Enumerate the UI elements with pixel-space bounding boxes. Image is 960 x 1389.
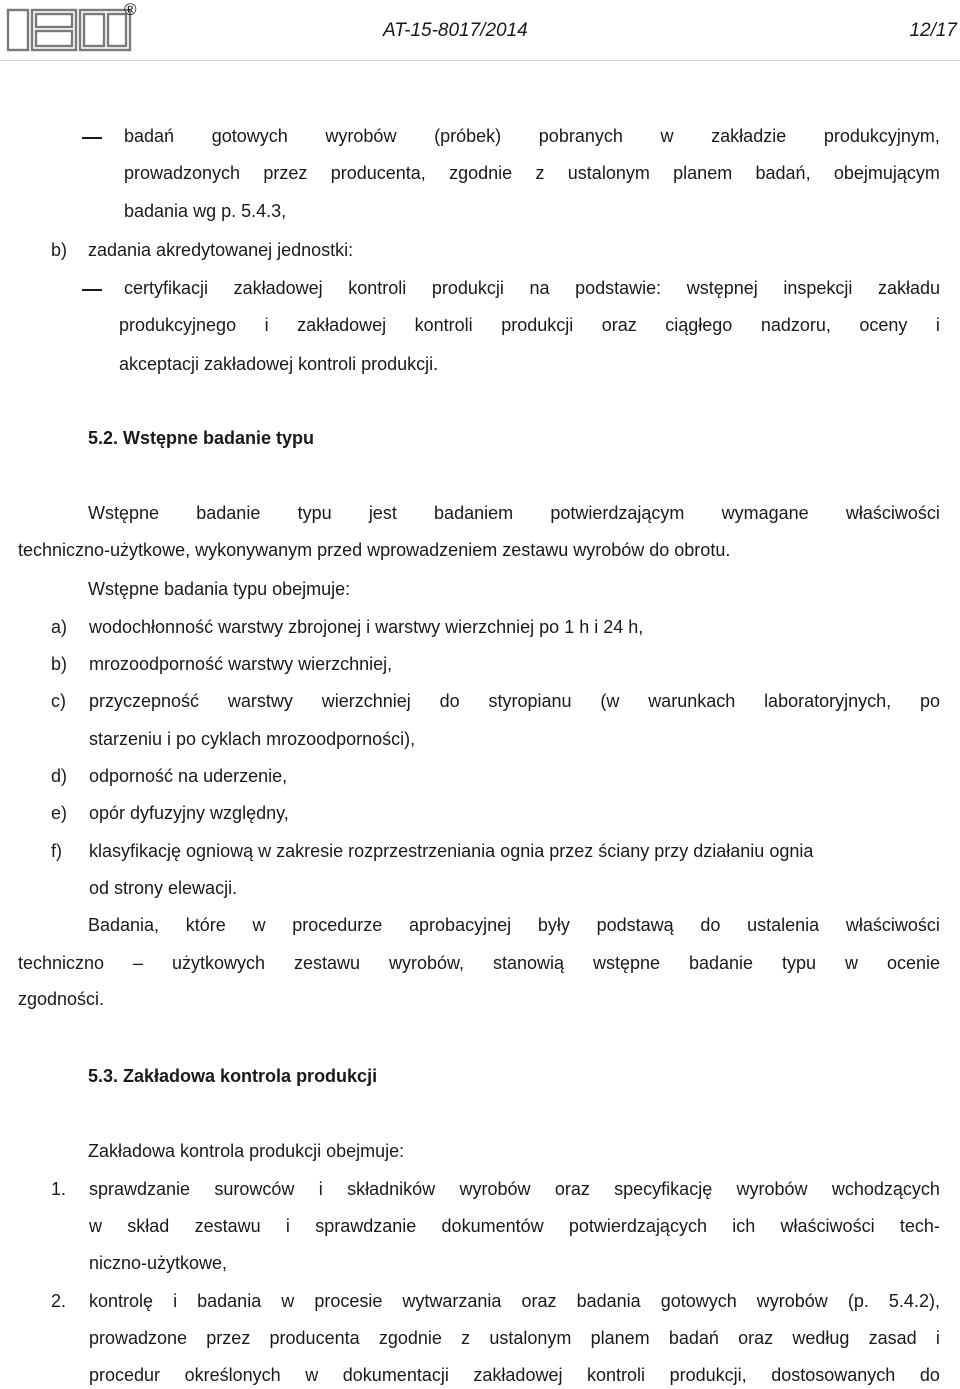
list-item-cont: procedur określonych w dokumentacji zakładowej kontroli produkcji, dostosowanych do [89, 1365, 940, 1385]
list-marker: 2. [51, 1291, 67, 1311]
list-item: odporność na uderzenie, [89, 766, 288, 786]
paragraph-line: Zakładowa kontrola produkcji obejmuje: [88, 1141, 405, 1161]
section-heading: 5.2. Wstępne badanie typu [88, 428, 315, 448]
dash-bullet [82, 137, 102, 139]
section-heading: 5.3. Zakładowa kontrola produkcji [88, 1066, 378, 1086]
list-item-cont: niczno-użytkowe, [89, 1253, 228, 1273]
list-item: kontrolę i badania w procesie wytwarzania oraz badania gotowych wyrobów (p. 5.4.2), [89, 1291, 940, 1311]
itb-logo [6, 4, 134, 52]
list-marker: 1. [51, 1179, 67, 1199]
item-b-marker: b) [51, 240, 68, 260]
list-item-cont: od strony elewacji. [89, 878, 238, 898]
paragraph-line: Badania, które w procedurze aprobacyjnej były podstawą do ustalenia właściwości [88, 915, 940, 935]
list-marker: c) [51, 691, 66, 711]
list-marker: f) [51, 841, 62, 861]
dash-bullet [82, 289, 102, 291]
paragraph-line: techniczno-użytkowe, wykonywanym przed wprowadzeniem zestawu wyrobów do obrotu. [18, 540, 731, 560]
list-marker: d) [51, 766, 68, 786]
document-id: AT-15-8017/2014 [383, 20, 528, 41]
list-item: wodochłonność warstwy zbrojonej i warstwy wierzchniej po 1 h i 24 h, [89, 617, 644, 637]
sub-item-line: akceptacji zakładowej kontroli produkcji. [119, 354, 439, 374]
header-divider [0, 60, 960, 61]
paragraph-line: Wstępne badanie typu jest badaniem potwierdzającym wymagane właściwości [88, 503, 940, 523]
list-item: przyczepność warstwy wierzchniej do styropianu (w warunkach laboratoryjnych, po [89, 691, 940, 711]
list-item-cont: w skład zestawu i sprawdzanie dokumentów potwierdzających ich właściwości tech- [89, 1216, 940, 1236]
registered-mark: ® [124, 0, 137, 19]
list-item: mrozoodporność warstwy wierzchniej, [89, 654, 393, 674]
sub-item-line: produkcyjnego i zakładowej kontroli produkcji oraz ciągłego nadzoru, oceny i [119, 315, 940, 335]
paragraph-line: Wstępne badania typu obejmuje: [88, 579, 351, 599]
page-number: 12/17 [909, 20, 957, 41]
sub-item-line: certyfikacji zakładowej kontroli produkcji na podstawie: wstępnej inspekcji zakładu [124, 278, 940, 298]
list-item-line: badań gotowych wyrobów (próbek) pobranych w zakładzie produkcyjnym, [124, 126, 940, 146]
page-header [0, 0, 960, 60]
list-item: opór dyfuzyjny względny, [89, 803, 289, 823]
item-b-label: zadania akredytowanej jednostki: [88, 240, 354, 260]
list-item-cont: prowadzone przez producenta zgodnie z ustalonym planem badań oraz według zasad i [89, 1328, 940, 1348]
list-marker: b) [51, 654, 68, 674]
list-item-line: badania wg p. 5.4.3, [124, 201, 287, 221]
list-marker: e) [51, 803, 68, 823]
list-item-line: prowadzonych przez producenta, zgodnie z ustalonym planem badań, obejmującym [124, 163, 940, 183]
list-item-cont: starzeniu i po cyklach mrozoodporności), [89, 729, 416, 749]
paragraph-line: techniczno – użytkowych zestawu wyrobów, stanowią wstępne badanie typu w ocenie [18, 953, 940, 973]
list-item: klasyfikację ogniową w zakresie rozprzestrzeniania ognia przez ściany przy działaniu ognia [89, 841, 814, 861]
list-marker: a) [51, 617, 68, 637]
paragraph-line: zgodności. [18, 989, 105, 1009]
list-item: sprawdzanie surowców i składników wyrobów oraz specyfikację wyrobów wchodzących [89, 1179, 940, 1199]
